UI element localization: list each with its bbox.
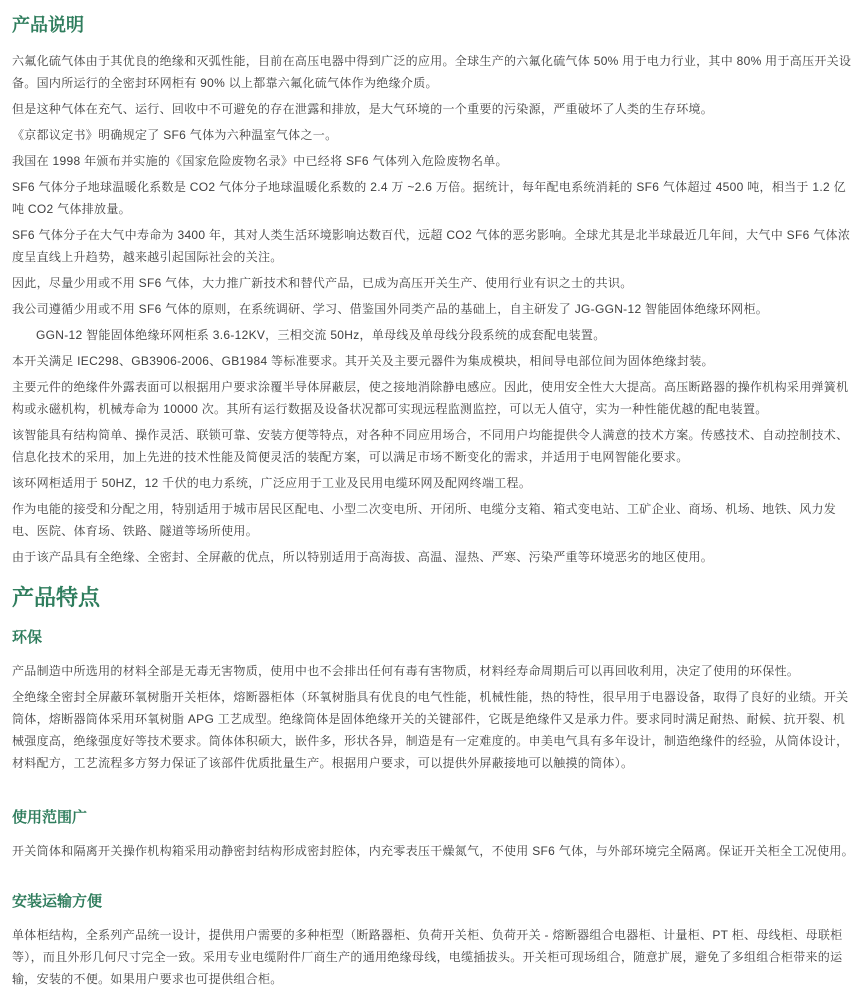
paragraph: 该环网柜适用于 50HZ，12 千伏的电力系统，广泛应用于工业及民用电缆环网及配网终端工程。 — [12, 476, 532, 490]
product-description-body — [12, 50, 855, 568]
section-product-description — [12, 14, 855, 568]
subsection-easy-install-transport — [12, 892, 855, 990]
environmental-body — [12, 660, 855, 774]
paragraph: SF6 气体分子在大气中寿命为 3400 年，其对人类生活环境影响达数百代，远超 CO2 气体的恶劣影响。全球尤其是北半球最近几年间，大气中 SF6 气体浓度呈直线上升趋势，越来越引起国际社会的关注。 — [12, 228, 851, 264]
section-product-features — [12, 584, 855, 990]
paragraph: 主要元件的绝缘件外露表面可以根据用户要求涂覆半导体屏蔽层，使之接地消除静电感应。因此，使用安全性大大提高。高压断路器的操作机构采用弹簧机构或永磁机构，机械寿命为 10000 次。其所有运行数据及设备状况都可实现远程监测监控，可以无人值守，实为一种性能优越的配电装置。 — [12, 380, 849, 416]
easy-install-transport-body — [12, 924, 855, 990]
paragraph: 六氟化硫气体由于其优良的绝缘和灭弧性能，目前在高压电器中得到广泛的应用。全球生产的六氟化硫气体 50% 用于电力行业，其中 80% 用于高压开关设备。国内所运行的全密封环网柜有 90% 以上都靠六氟化硫气体作为绝缘介质。 — [12, 54, 852, 90]
product-description-heading: 产品说明 — [12, 15, 84, 35]
paragraph: 该智能具有结构简单、操作灵活、联锁可靠、安装方便等特点，对各种不同应用场合，不同用户均能提供令人满意的技术方案。传感技术、自动控制技术、信息化技术的采用，加上先进的技术性能及简便灵活的装配方案，可以满足市场不断变化的需求，并适用于电网智能化要求。 — [12, 428, 849, 464]
environmental-heading: 环保 — [12, 629, 43, 646]
easy-install-transport-heading: 安装运输方便 — [12, 893, 103, 910]
wide-application-heading: 使用范围广 — [12, 809, 88, 826]
paragraph: 《京都议定书》明确规定了 SF6 气体为六种温室气体之一。 — [12, 128, 338, 142]
paragraph: 产品制造中所选用的材料全部是无毒无害物质，使用中也不会排出任何有毒有害物质，材料经寿命周期后可以再回收利用，决定了使用的环保性。 — [12, 664, 800, 678]
paragraph: SF6 气体分子地球温暖化系数是 CO2 气体分子地球温暖化系数的 2.4 万 ~2.6 万倍。据统计，每年配电系统消耗的 SF6 气体超过 4500 吨，相当于 1.2 亿吨 CO2 气体排放量。 — [12, 180, 846, 216]
paragraph: 作为电能的接受和分配之用，特别适用于城市居民区配电、小型二次变电所、开闭所、电缆分支箱、箱式变电站、工矿企业、商场、机场、地铁、风力发电、医院、体育场、铁路、隧道等场所使用。 — [12, 502, 837, 538]
paragraph: 我公司遵循少用或不用 SF6 气体的原则，在系统调研、学习、借鉴国外同类产品的基础上，自主研发了 JG-GGN-12 智能固体绝缘环网柜。 — [12, 302, 769, 316]
paragraph: 单体柜结构，全系列产品统一设计，提供用户需要的多种柜型（断路器柜、负荷开关柜、负荷开关 - 熔断器组合电器柜、计量柜、PT 柜、母线柜、母联柜等），而且外形几何尺寸完全一致。采用专业电缆附件厂商生产的通用绝缘母线，电缆插拔头。开关柜可现场组合，随意扩展，避免了多组组合柜带来的运输，安装的不便。如果用户要求也可提供组合柜。 — [12, 928, 843, 986]
wide-application-body — [12, 840, 855, 862]
product-features-heading: 产品特点 — [12, 585, 101, 610]
subsection-environmental — [12, 628, 855, 774]
paragraph: 但是这种气体在充气、运行、回收中不可避免的存在泄露和排放，是大气环境的一个重要的污染源，严重破坏了人类的生存环境。 — [12, 102, 714, 116]
paragraph: 由于该产品具有全绝缘、全密封、全屏蔽的优点，所以特别适用于高海拔、高温、湿热、严寒、污染严重等环境恶劣的地区使用。 — [12, 550, 714, 564]
paragraph: GGN-12 智能固体绝缘环网柜系 3.6-12KV，三相交流 50Hz，单母线及单母线分段系统的成套配电装置。 — [36, 328, 606, 342]
paragraph: 开关筒体和隔离开关操作机构箱采用动静密封结构形成密封腔体，内充零表压干燥氮气，不使用 SF6 气体，与外部环境完全隔离。保证开关柜全工况使用。 — [12, 844, 854, 858]
paragraph: 本开关满足 IEC298、GB3906-2006、GB1984 等标准要求。其开关及主要元器件为集成模块，相间导电部位间为固体绝缘封装。 — [12, 354, 714, 368]
paragraph: 因此，尽量少用或不用 SF6 气体，大力推广新技术和替代产品，已成为高压开关生产、使用行业有识之士的共识。 — [12, 276, 633, 290]
paragraph: 我国在 1998 年颁布并实施的《国家危险废物名录》中已经将 SF6 气体列入危险废物名单。 — [12, 154, 508, 168]
subsection-wide-application — [12, 808, 855, 862]
paragraph: 全绝缘全密封全屏蔽环氧树脂开关柜体，熔断器柜体（环氧树脂具有优良的电气性能，机械性能，热的特性，很早用于电器设备，取得了良好的业绩。开关筒体，熔断器筒体采用环氧树脂 APG 工艺成型。绝缘筒体是固体绝缘开关的关键部件，它既是绝缘件又是承力件。要求同时满足耐热、耐候、抗开裂、机械强度高，绝缘强度好等技术要求。筒体体积硕大，嵌件多，形状各异，制造是有一定难度的。申美电气具有多年设计，制造绝缘件的经验，从筒体设计，材料配方，工艺流程多方努力保证了该部件优质批量生产。根据用户要求，可以提供外屏蔽接地可以触摸的筒体）。 — [12, 690, 849, 770]
